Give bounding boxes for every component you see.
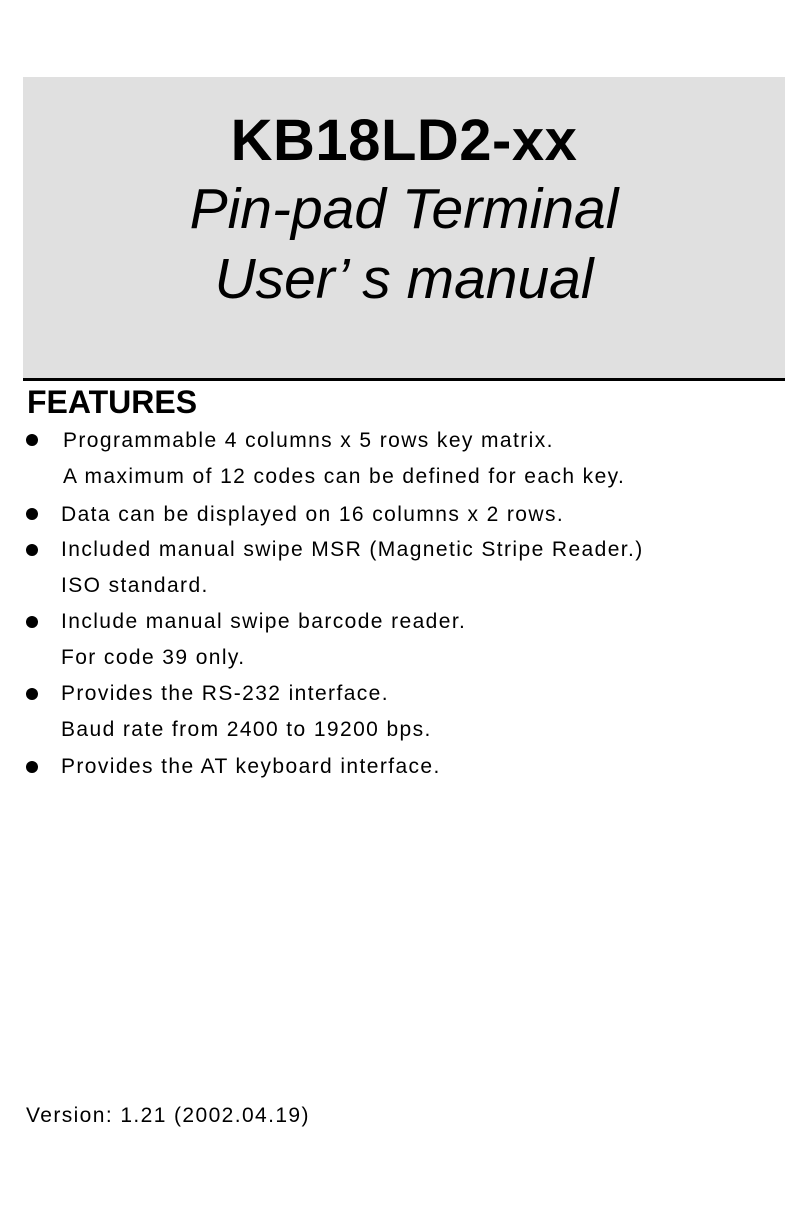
feature-1-line1: Programmable 4 columns x 5 rows key matrix. [63, 429, 554, 452]
document-title: KB18LD2-xx [230, 108, 578, 173]
feature-1-line2: A maximum of 12 codes can be defined for each key. [63, 465, 626, 488]
bullet-icon [26, 688, 38, 700]
feature-4-line1: Include manual swipe barcode reader. [61, 610, 467, 633]
feature-5-line2: Baud rate from 2400 to 19200 bps. [61, 718, 432, 741]
feature-5-line1: Provides the RS-232 interface. [61, 682, 389, 705]
bullet-icon [26, 616, 38, 628]
features-heading: FEATURES [27, 384, 198, 420]
feature-2-line1: Data can be displayed on 16 columns x 2 rows. [61, 503, 565, 526]
bullet-icon [26, 508, 38, 520]
bullet-icon [26, 434, 38, 446]
document-subtitle-line1: Pin-pad Terminal [189, 177, 619, 241]
feature-3-line2: ISO standard. [61, 574, 209, 597]
title-banner [23, 77, 785, 381]
version-label: Version: 1.21 (2002.04.19) [26, 1104, 310, 1127]
feature-6-line1: Provides the AT keyboard interface. [61, 755, 441, 778]
feature-4-line2: For code 39 only. [61, 646, 246, 669]
bullet-icon [26, 761, 38, 773]
document-subtitle-line2: User’ s manual [214, 247, 594, 311]
feature-3-line1: Included manual swipe MSR (Magnetic Stripe Reader.) [61, 538, 644, 561]
bullet-icon [26, 544, 38, 556]
